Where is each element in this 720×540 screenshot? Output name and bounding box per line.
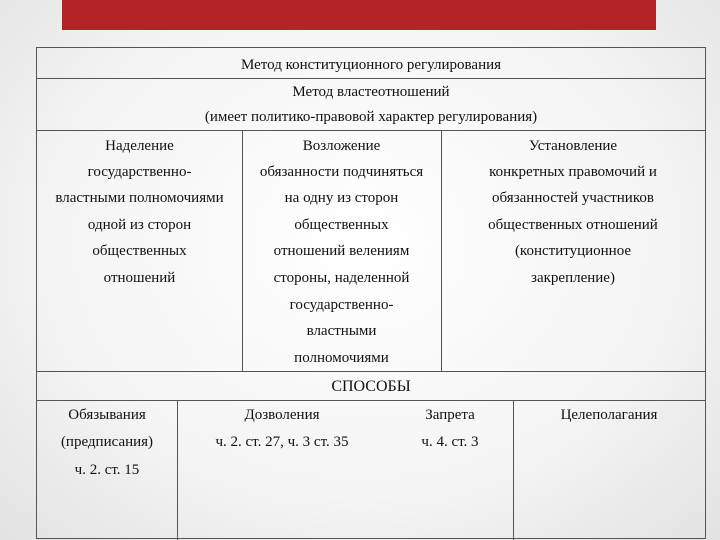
column-text-line: на одну из сторон <box>284 190 399 206</box>
subtitle-line-2: (имеет политико-правовой характер регулирования) <box>204 109 538 125</box>
column-text-line: отношений велениям <box>273 243 410 259</box>
column-text-line: властными полномочиями <box>55 190 224 206</box>
column-text-line: Наделение <box>105 138 174 154</box>
table-title: Метод конституционного регулирования <box>240 57 502 73</box>
divider <box>37 78 705 79</box>
column-text-line: закрепление) <box>531 270 615 286</box>
method-text-line: Дозволения <box>244 407 320 423</box>
method-text-line: Целеполагания <box>560 407 658 423</box>
subtitle-line-1: Метод властеотношений <box>292 84 450 100</box>
divider <box>37 371 705 372</box>
title-banner <box>62 0 656 30</box>
column-text-line: государственно- <box>87 164 192 180</box>
column-text-line: Возложение <box>302 138 381 154</box>
method-text-line: ч. 4. ст. 3 <box>421 434 479 450</box>
column-text-line: общественных <box>92 243 187 259</box>
column-text-line: (конституционное <box>514 243 632 259</box>
method-text-line: ч. 2. ст. 27, ч. 3 ст. 35 <box>215 434 349 450</box>
column-text-line: общественных отношений <box>488 217 658 233</box>
method-text-line: Обязывания <box>68 407 146 423</box>
method-text-line: ч. 2. ст. 15 <box>74 462 140 478</box>
method-text-line: Запрета <box>425 407 475 423</box>
methods-heading: СПОСОБЫ <box>331 378 411 395</box>
column-text-line: обязанности подчиняться <box>259 164 424 180</box>
column-text-line: государственно- <box>289 297 394 313</box>
column-text-line: Установление <box>528 138 618 154</box>
divider <box>37 400 705 401</box>
column-text-line: обязанностей участников <box>492 190 654 206</box>
column-text-line: стороны, наделенной <box>273 270 410 286</box>
column-text-line: одной из сторон <box>87 217 192 233</box>
method-table <box>36 47 706 539</box>
column-text-line: властными <box>306 323 377 339</box>
column-text-line: конкретных правомочий и <box>489 164 657 180</box>
column-text-line: общественных <box>294 217 389 233</box>
column-text-line: отношений <box>103 270 176 286</box>
column-text-line: полномочиями <box>294 350 389 366</box>
method-text-line: (предписания) <box>60 434 154 450</box>
divider <box>37 130 705 131</box>
